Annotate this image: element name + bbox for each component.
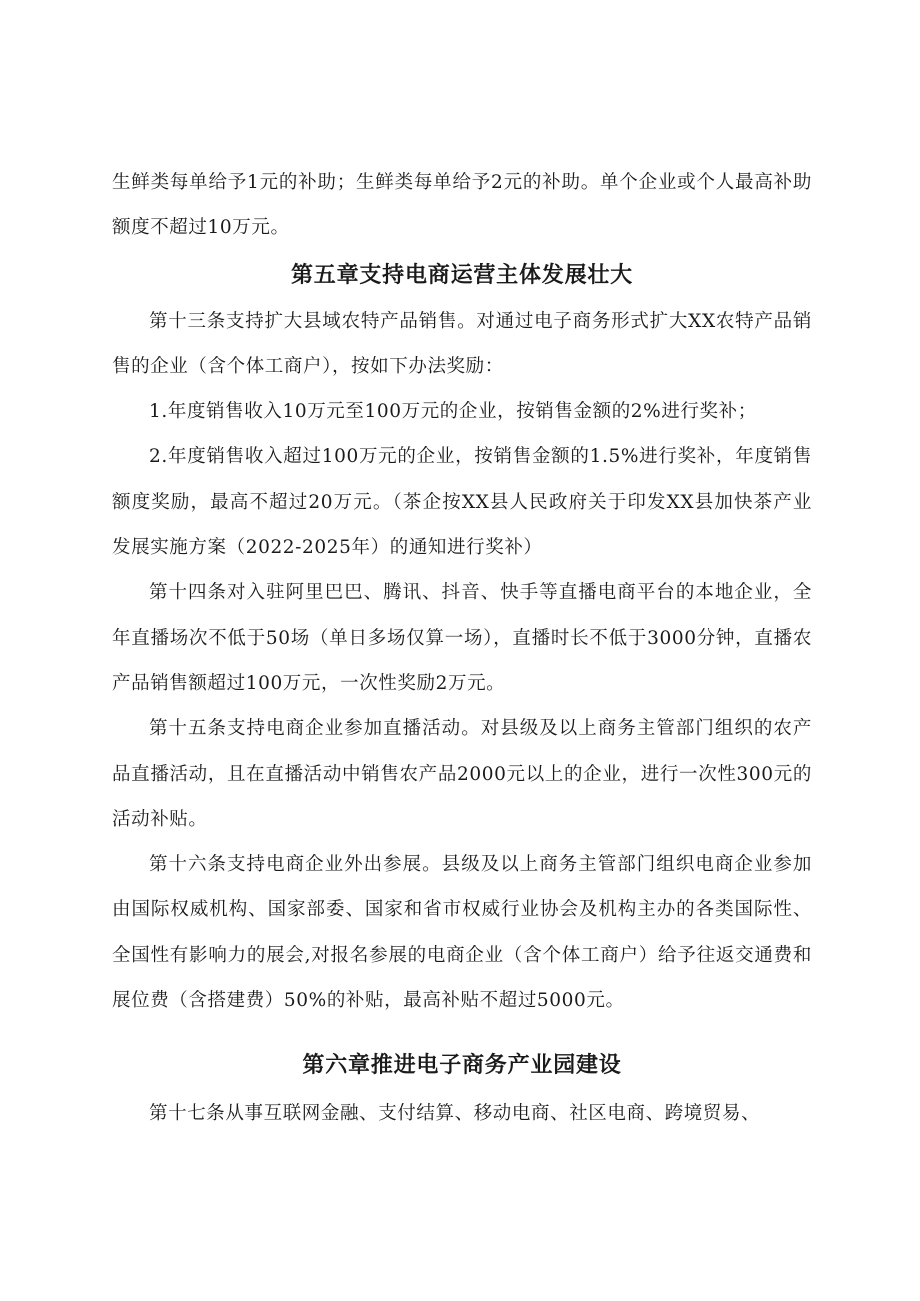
article-13-item-2: 2.年度销售收入超过100万元的企业，按销售金额的1.5%进行奖补，年度销售额度奖励，最高不超过20万元。（茶企按XX县人民政府关于印发XX县加快茶产业发展实施方案（2022-2025年）的通知进行奖补） (112, 446, 812, 559)
chapter-5-title: 第五章支持电商运营主体发展壮大 (290, 262, 633, 288)
article-16: 第十六条支持电商企业外出参展。县级及以上商务主管部门组织电商企业参加由国际权威机构、国家部委、国家和省市权威行业协会及机构主办的各类国际性、全国性有影响力的展会,对报名参展的电商企业（含个体工商户）给予往返交通费和展位费（含搭建费）50%的补贴，最高补贴不超过5000元。 (112, 854, 812, 1012)
article-17: 第十七条从事互联网金融、支付结算、移动电商、社区电商、跨境贸易、 (149, 1103, 761, 1125)
article-14: 第十四条对入驻阿里巴巴、腾讯、抖音、快手等直播电商平台的本地企业，全年直播场次不低于50场（单日多场仅算一场），直播时长不低于3000分钟，直播农产品销售额超过100万元，一次性奖励2万元。 (112, 582, 812, 694)
article-13-item-1: 1.年度销售收入10万元至100万元的企业，按销售金额的2%进行奖补； (149, 401, 757, 423)
article-15: 第十五条支持电商企业参加直播活动。对县级及以上商务主管部门组织的农产品直播活动，且在直播活动中销售农产品2000元以上的企业，进行一次性300元的活动补贴。 (112, 718, 812, 830)
intro-paragraph: 生鲜类每单给予1元的补助；生鲜类每单给予2元的补助。单个企业或个人最高补助额度不超过10万元。 (112, 172, 812, 239)
article-13: 第十三条支持扩大县域农特产品销售。对通过电子商务形式扩大XX农特产品销售的企业（含个体工商户），按如下办法奖励： (112, 310, 812, 377)
document-page (112, 160, 812, 1137)
chapter-6-title: 第六章推进电子商务产业园建设 (302, 1053, 622, 1079)
